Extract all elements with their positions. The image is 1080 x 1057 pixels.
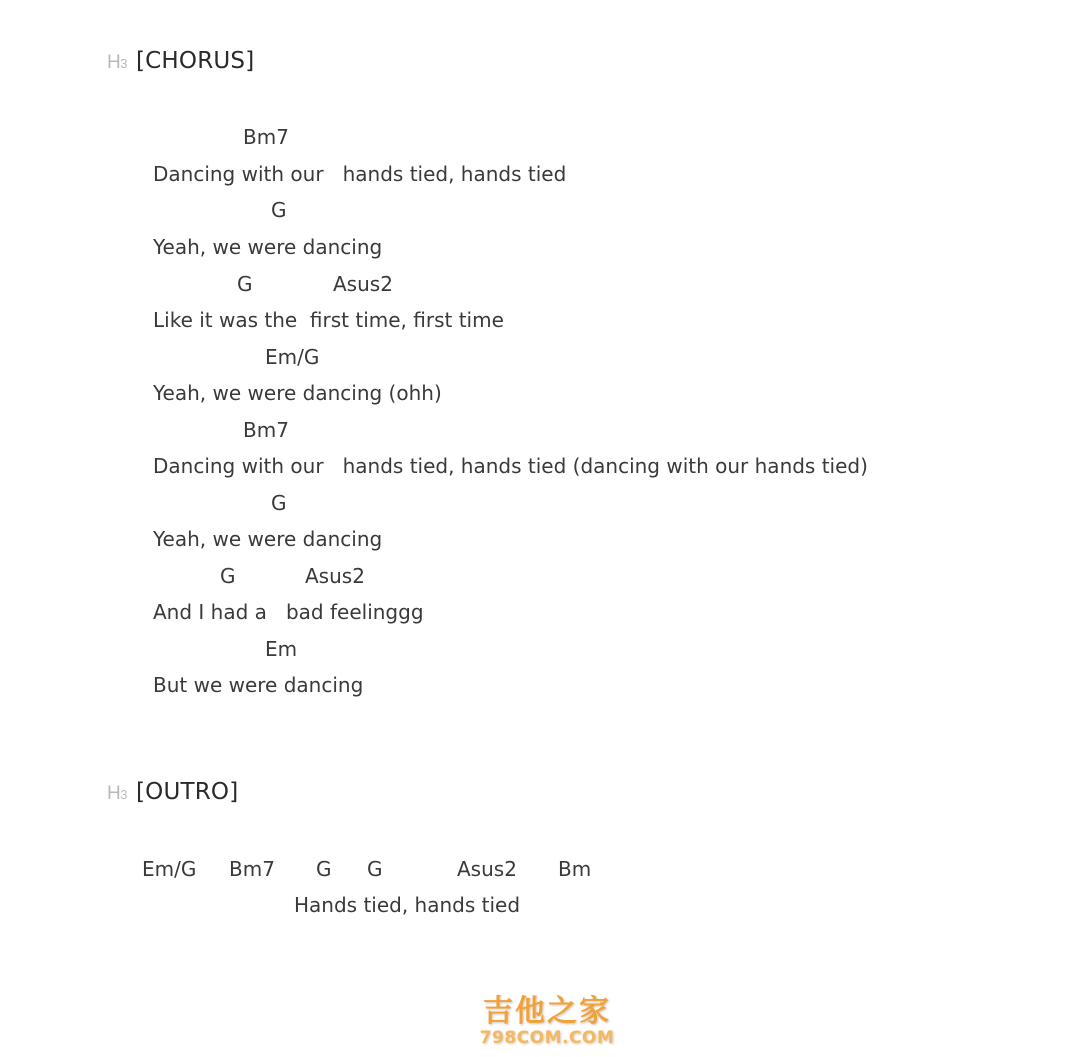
chord: Asus2	[333, 272, 393, 296]
chord: G	[271, 198, 287, 222]
lyric-line: Dancing with our hands tied, hands tied	[153, 162, 567, 186]
chord: G	[367, 857, 383, 881]
lyric-line: Hands tied, hands tied	[294, 893, 521, 917]
chorus-title: [CHORUS]	[135, 48, 255, 74]
chord: Asus2	[457, 857, 517, 881]
watermark-site-name: 吉他之家	[483, 994, 611, 1029]
chord: Bm7	[243, 125, 289, 149]
lyric-line: Like it was the first time, first time	[153, 308, 504, 332]
lyric-line: Dancing with our hands tied, hands tied (dancing with our hands tied)	[153, 454, 868, 478]
chord: G	[237, 272, 253, 296]
lyric-line: And I had a bad feelinggg	[153, 600, 424, 624]
chord: Bm7	[243, 418, 289, 442]
heading-level-marker: H3	[107, 783, 127, 804]
lyric-line: Yeah, we were dancing	[153, 527, 383, 551]
watermark-url: 798COM.COM	[479, 1028, 615, 1048]
outro-heading	[107, 779, 238, 805]
chord: Asus2	[305, 564, 365, 588]
chord: Em/G	[142, 857, 197, 881]
site-watermark	[472, 986, 622, 1048]
outro-title: [OUTRO]	[135, 779, 239, 805]
chord: Em	[265, 637, 298, 661]
chord: G	[220, 564, 236, 588]
chord: Em/G	[265, 345, 320, 369]
chord: G	[271, 491, 287, 515]
lyric-line: Yeah, we were dancing (ohh)	[153, 381, 442, 405]
chorus-heading	[107, 48, 254, 74]
heading-level-marker: H3	[107, 52, 127, 73]
chord: Bm7	[229, 857, 275, 881]
lyric-line: Yeah, we were dancing	[153, 235, 383, 259]
chord: Bm	[558, 857, 592, 881]
lyric-line: But we were dancing	[153, 673, 364, 697]
chord: G	[316, 857, 332, 881]
